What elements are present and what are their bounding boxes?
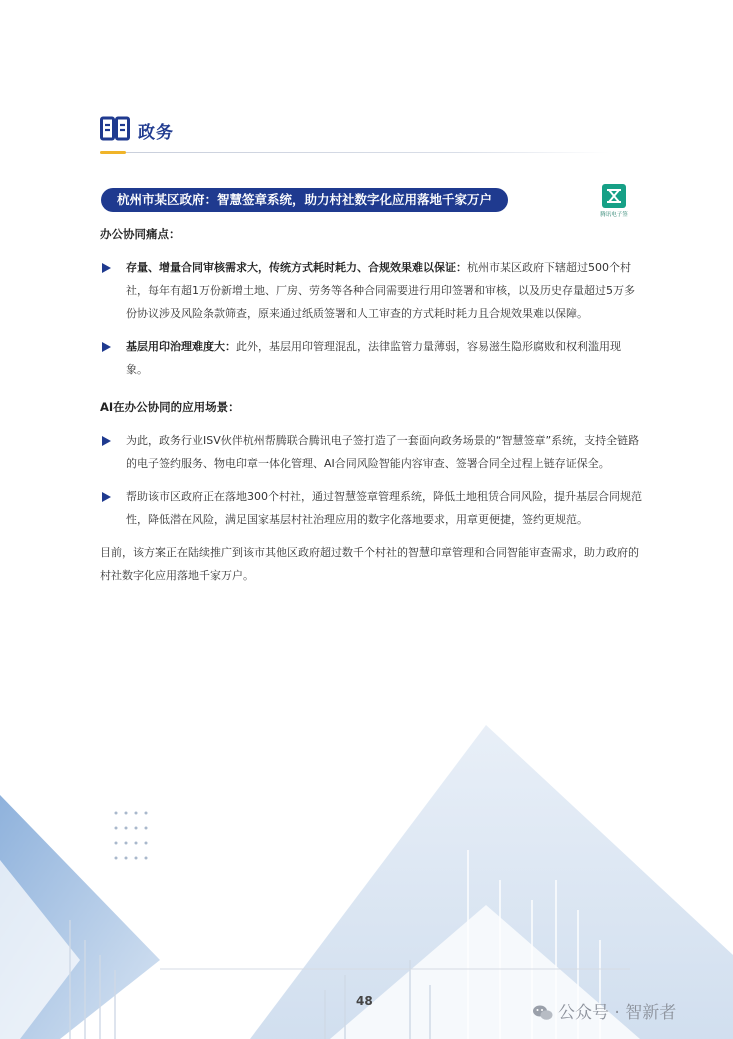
- page-number: 48: [356, 994, 373, 1008]
- case-content: [100, 224, 642, 587]
- triangle-bullet-icon: [102, 263, 111, 273]
- section-divider: [100, 152, 610, 153]
- wechat-icon: [532, 1004, 554, 1022]
- list-item: [100, 335, 642, 381]
- section-title: 政务: [138, 123, 174, 143]
- book-icon: [100, 116, 130, 142]
- watermark-text: 公众号 · 智新者: [558, 1003, 677, 1023]
- tencent-esign-logo: [596, 184, 632, 218]
- triangle-bullet-icon: [102, 492, 111, 502]
- item-lead: 基层用印治理难度大：: [126, 340, 236, 353]
- watermark: [532, 998, 676, 1023]
- section-header: [100, 114, 610, 159]
- pain-points-heading: 办公协同痛点：: [100, 227, 181, 241]
- item-text: 杭州市某区政府下辖超过500个村社，每年有超1万份新增土地、厂房、劳务等各种合同需要进行用印签署和审核，以及历史存量超过5万多份协议涉及风险条款筛查，原来通过纸质签署和人工审查的方式耗时耗力且合规效果难以保障。: [126, 261, 635, 320]
- conclusion-paragraph: 目前，该方案正在陆续推广到该市其他区政府超过数千个村社的智慧印章管理和合同智能审查需求，助力政府的村社数字化应用落地千家万户。: [100, 546, 639, 582]
- list-item: [100, 429, 642, 475]
- triangle-bullet-icon: [102, 436, 111, 446]
- esign-logo-icon: [602, 184, 626, 208]
- logo-text: 腾讯电子签: [600, 212, 628, 218]
- case-title: 杭州市某区政府：智慧签章系统，助力村社数字化应用落地千家万户: [101, 188, 508, 212]
- item-text: 此外，基层用印管理混乱，法律监管力量薄弱，容易滋生隐形腐败和权利滥用现象。: [126, 340, 621, 376]
- scenarios-heading: AI在办公协同的应用场景：: [100, 400, 240, 414]
- triangle-bullet-icon: [102, 342, 111, 352]
- item-lead: 存量、增量合同审核需求大，传统方式耗时耗力、合规效果难以保证：: [126, 261, 467, 274]
- item-text: 为此，政务行业ISV伙伴杭州帮腾联合腾讯电子签打造了一套面向政务场景的“智慧签章”系统，支持全链路的电子签约服务、物电印章一体化管理、AI合同风险智能内容审查、签署合同全过程上链存证保全。: [126, 434, 640, 470]
- item-text: 帮助该市区政府正在落地300个村社，通过智慧签章管理系统，降低土地租赁合同风险，提升基层合同规范性，降低潜在风险，满足国家基层村社治理应用的数字化落地要求，用章更便捷，签约更规范。: [126, 490, 642, 526]
- section-divider-accent: [100, 151, 126, 154]
- list-item: [100, 256, 642, 325]
- list-item: [100, 485, 642, 531]
